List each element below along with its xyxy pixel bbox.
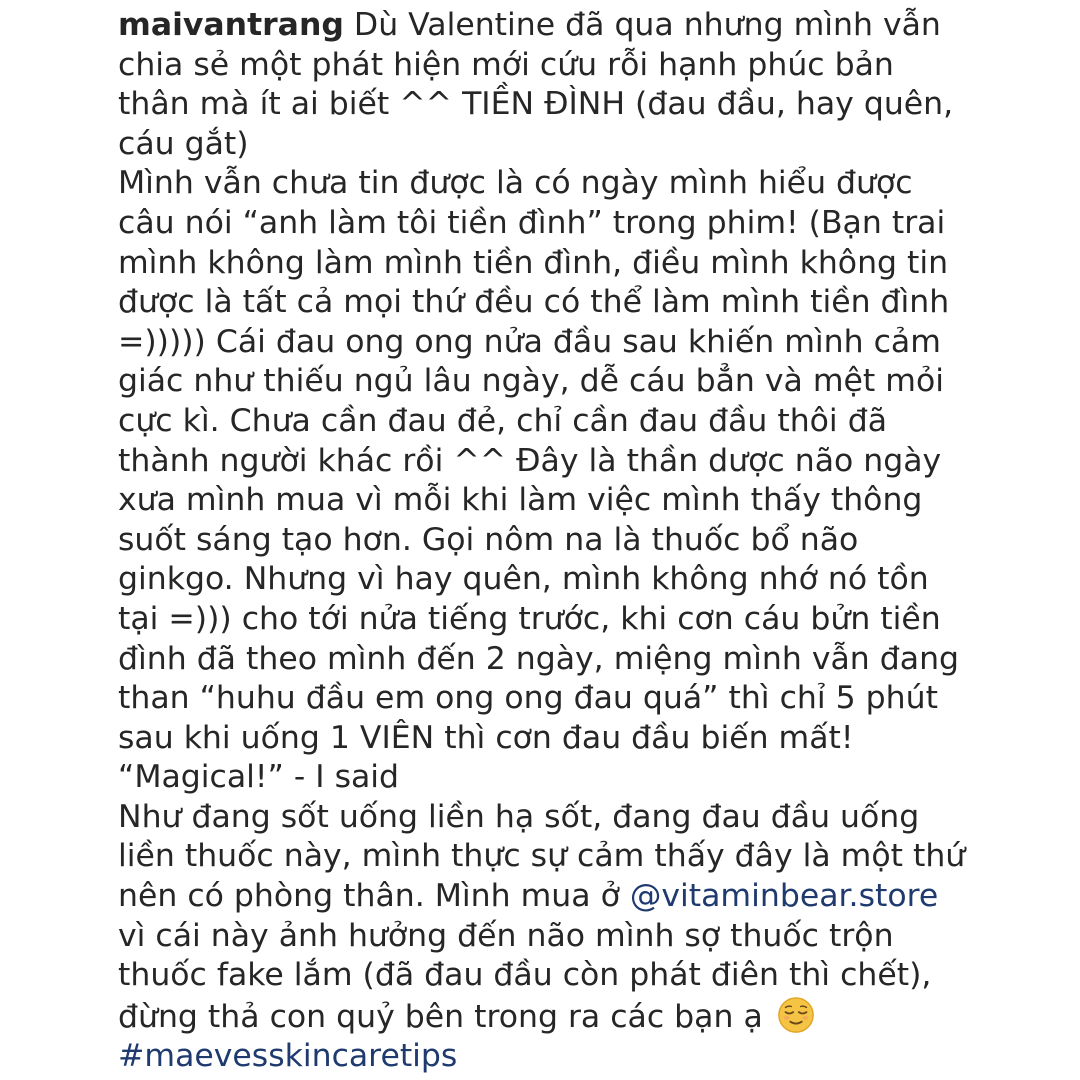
post-caption [118,6,1068,1077]
caption-line-26 [118,996,1068,1038]
caption-line-6: câu nói “anh làm tôi tiền đình” trong phim! (Bạn trai [118,204,946,241]
caption-line-10: giác như thiếu ngủ lâu ngày, dễ cáu bẳn và mệt mỏi [118,363,944,400]
relieved-face-svg [777,996,815,1034]
relieved-face-icon [777,996,815,1034]
caption-line-3: thân mà ít ai biết ^^ TIỀN ĐÌNH (đau đầu, hay quên, [118,86,954,123]
caption-line-13: xưa mình mua vì mỗi khi làm việc mình thấy thông [118,482,923,519]
caption-line-8: được là tất cả mọi thứ đều có thể làm mình tiền đình [118,284,950,321]
caption-line-22: liền thuốc này, mình thực sự cảm thấy đây là một thứ [118,838,966,875]
caption-line-1 [118,6,1068,46]
caption-text: Dù Valentine đã qua nhưng mình vẫn [343,7,941,43]
caption-line-20: “Magical!” - I said [118,759,400,796]
caption-line-18: than “huhu đầu em ong ong đau quá” thì chỉ 5 phút [118,680,938,717]
caption-line-7: mình không làm mình tiền đình, điều mình không tin [118,244,949,281]
caption-line-23 [118,877,1068,917]
mention-link[interactable]: @vitaminbear.store [629,878,939,915]
caption-line-24: vì cái này ảnh hưởng đến não mình sợ thuốc trộn [118,917,894,954]
username-link[interactable]: maivantrang [118,7,344,43]
caption-text: nên có phòng thân. Mình mua ở [118,878,630,915]
caption-line-21: Như đang sốt uống liền hạ sốt, đang đau đầu uống [118,798,920,835]
caption-line-25: thuốc fake lắm (đã đau đầu còn phát điên thì chết), [118,957,932,994]
caption-line-2: chia sẻ một phát hiện mới cứu rỗi hạnh phúc bản [118,46,894,83]
hashtag-link[interactable]: #maevesskincaretips [118,1038,458,1075]
caption-text: đừng thả con quỷ bên trong ra các bạn ạ [118,998,773,1035]
caption-line-5: Mình vẫn chưa tin được là có ngày mình hiểu được [118,165,913,202]
caption-line-9: =))))) Cái đau ong ong nửa đầu sau khiến mình cảm [118,323,941,360]
caption-line-16: tại =))) cho tới nửa tiếng trước, khi cơn cáu bửn tiền [118,600,941,637]
caption-line-19: sau khi uống 1 VIÊN thì cơn đau đầu biến mất! [118,719,854,756]
caption-line-15: ginkgo. Nhưng vì hay quên, mình không nhớ nó tồn [118,561,929,598]
caption-line-17: đình đã theo mình đến 2 ngày, miệng mình vẫn đang [118,640,960,677]
caption-line-12: thành người khác rồi ^^ Đây là thần dược não ngày [118,442,942,479]
caption-line-14: suốt sáng tạo hơn. Gọi nôm na là thuốc bổ não [118,521,859,558]
caption-line-11: cực kì. Chưa cần đau đẻ, chỉ cần đau đầu thôi đã [118,402,887,439]
caption-line-4: cáu gắt) [118,125,249,162]
